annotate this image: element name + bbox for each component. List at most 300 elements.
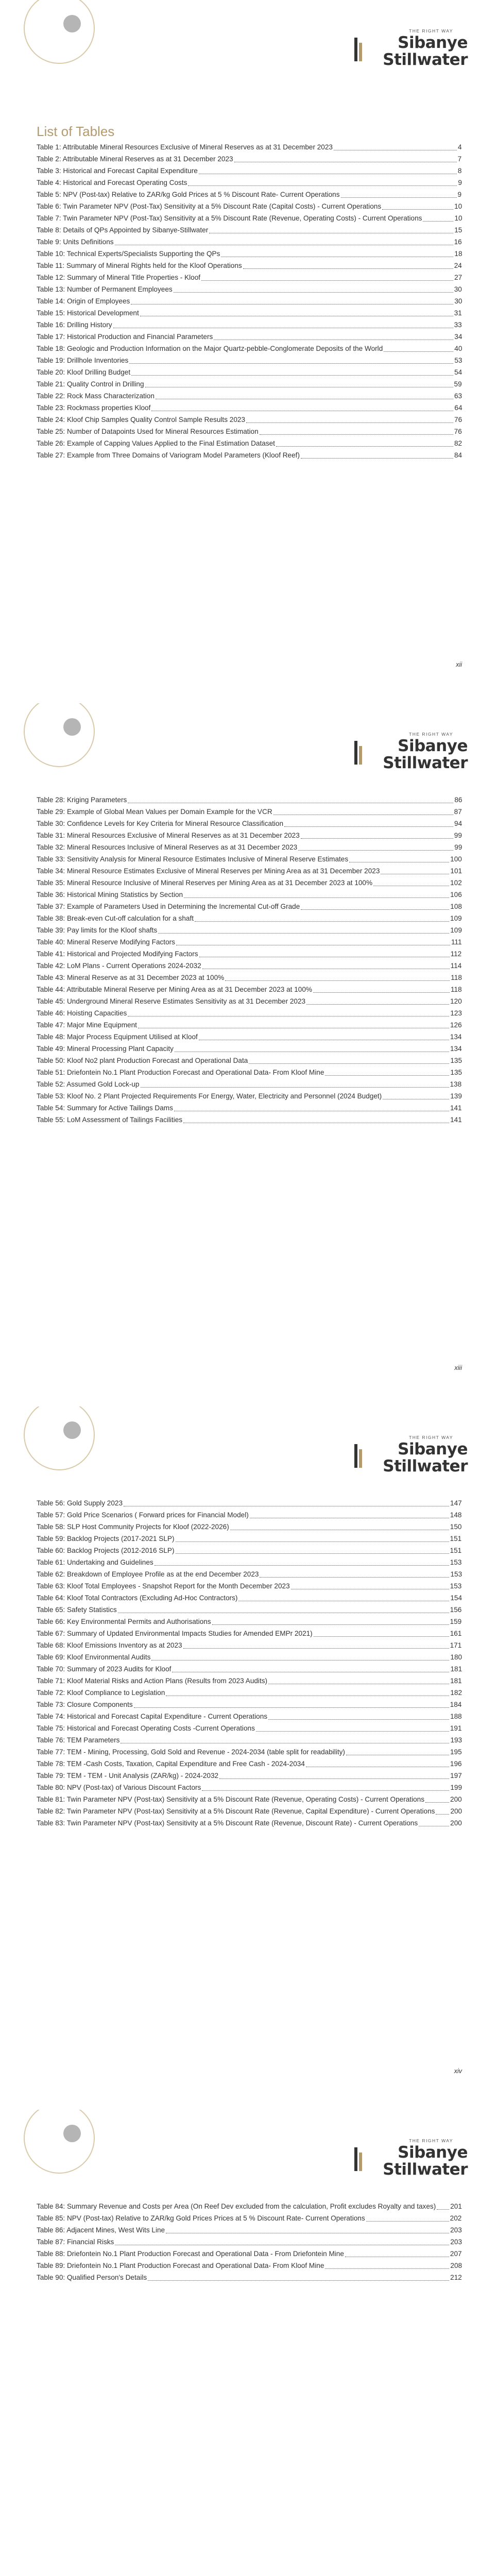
toc-entry[interactable] [37,309,463,318]
toc-entry[interactable] [37,214,463,223]
dot-leader [425,1796,449,1803]
toc-entry[interactable] [37,1057,463,1065]
dot-leader [131,298,453,304]
toc-entry[interactable] [37,1499,463,1508]
toc-entry-page: 212 [450,2274,462,2281]
toc-entry-label: Table 90: Qualified Person's Details [37,2274,147,2281]
toc-entry-label: Table 52: Assumed Gold Lock-up [37,1080,140,1088]
dot-leader [176,1535,449,1542]
toc-entry-page: 86 [454,796,462,804]
toc-entry-page: 203 [450,2226,462,2234]
dot-leader [334,144,457,150]
dot-leader [148,2274,449,2281]
dot-leader [306,998,449,1005]
toc-entry[interactable] [37,1104,463,1113]
dot-leader [341,191,457,198]
toc-entry[interactable] [37,1606,463,1615]
toc-entry-page: 180 [450,1653,462,1661]
toc-entry-page: 106 [450,891,462,899]
toc-entry-page: 200 [450,1807,462,1815]
toc-entry[interactable] [37,1511,463,1520]
toc-entry-label: Table 83: Twin Parameter NPV (Post-tax) Sensitivity at a 5% Discount Rate (Revenue, Discount Rate) - Current Operations [37,1819,418,1827]
toc-entry-page: 203 [450,2238,462,2246]
dot-leader [301,903,449,910]
toc-entry-page: 134 [450,1045,462,1053]
toc-entry-page: 159 [450,1618,462,1625]
toc-entry[interactable] [37,997,463,1006]
toc-entry-label: Table 12: Summary of Mineral Title Properties - Kloof [37,274,201,281]
toc-entry[interactable] [37,2214,463,2223]
toc-entry-page: 10 [454,214,462,222]
toc-entry[interactable] [37,1080,463,1089]
toc-entry[interactable] [37,451,463,460]
toc-entry[interactable] [37,820,463,828]
toc-entry[interactable] [37,1665,463,1674]
dot-leader [209,227,453,233]
toc-entry-label: Table 21: Quality Control in Drilling [37,380,144,388]
toc-entry-label: Table 42: LoM Plans - Current Operations 2024-2032 [37,962,201,970]
toc-entry-label: Table 43: Mineral Reserve as at 31 December 2023 at 100% [37,974,225,981]
toc-entry-label: Table 55: LoM Assessment of Tailings Facilities [37,1116,183,1124]
toc-entry[interactable] [37,1701,463,1709]
toc-entry-label: Table 11: Summary of Mineral Rights held for the Kloof Operations [37,262,242,269]
toc-entry-page: 207 [450,2250,462,2258]
toc-entry-page: 126 [450,1021,462,1029]
toc-entry[interactable] [37,1535,463,1544]
toc-entry-label: Table 2: Attributable Mineral Reserves as at 31 December 2023 [37,155,233,163]
toc-entry-label: Table 37: Example of Parameters Used in Determining the Incremental Cut-off Grade [37,903,300,910]
toc-entry-page: 139 [450,1092,462,1100]
toc-entry[interactable] [37,1772,463,1781]
toc-entry-label: Table 81: Twin Parameter NPV (Post-tax) Sensitivity at a 5% Discount Rate (Revenue, Operating Costs) - Current Operations [37,1795,425,1803]
toc-entry-label: Table 6: Twin Parameter NPV (Post-Tax) Sensitivity at a 5% Discount Rate (Capital Costs) - Current Operations [37,202,382,210]
toc-entry[interactable] [37,2250,463,2259]
dot-leader [423,215,453,222]
page-number: xii [456,661,462,668]
dot-leader [221,250,453,257]
toc-entry-page: 200 [450,1819,462,1827]
toc-entry-page: 100 [450,855,462,863]
toc-entry[interactable] [37,1523,463,1532]
dot-leader [260,428,453,435]
toc-entry-page: 111 [451,938,462,946]
toc-entry[interactable] [37,143,463,152]
toc-entry-label: Table 7: Twin Parameter NPV (Post-Tax) Sensitivity at a 5% Discount Rate (Revenue, Operating Costs) - Current Operations [37,214,422,222]
dot-leader [276,440,453,447]
toc-entry-label: Table 47: Major Mine Equipment [37,1021,137,1029]
toc-entry-page: 141 [450,1104,462,1112]
toc-entry[interactable] [37,439,463,448]
toc-entry-page: 202 [450,2214,462,2222]
toc-entry-page: 184 [450,1701,462,1708]
toc-entry-label: Table 46: Hoisting Capacities [37,1009,127,1017]
dot-leader [201,274,453,281]
toc-entry-page: 24 [454,262,462,269]
dot-leader [121,1737,449,1743]
toc-entry[interactable] [37,832,463,840]
toc-entry-page: 195 [450,1748,462,1756]
toc-entry[interactable] [37,1819,463,1828]
toc-entry-page: 138 [450,1080,462,1088]
toc-entry[interactable] [37,416,463,425]
toc-entry-page: 7 [457,155,462,163]
toc-entry[interactable] [37,1618,463,1626]
toc-entry-page: 193 [450,1736,462,1744]
toc-entry-label: Table 10: Technical Experts/Specialists Supporting the QPs [37,250,220,258]
toc-entry[interactable] [37,1689,463,1698]
toc-entry-label: Table 78: TEM -Cash Costs, Taxation, Capital Expenditure and Free Cash - 2024-2034 [37,1760,305,1768]
toc-entry-label: Table 56: Gold Supply 2023 [37,1499,123,1507]
company-logo [354,1435,468,1477]
dot-leader [158,927,449,934]
dot-leader [234,156,457,162]
dot-leader [113,321,453,328]
toc-entry-page: 99 [454,843,462,851]
toc-entry-page: 54 [454,368,462,376]
toc-entry-page: 141 [450,1116,462,1124]
toc-entry[interactable] [37,1713,463,1721]
toc-entry-label: Table 14: Origin of Employees [37,297,130,305]
toc-entry[interactable] [37,2226,463,2235]
toc-entry-page: 9 [457,191,462,198]
toc-entry-label: Table 64: Kloof Total Contractors (Excluding Ad-Hoc Contractors) [37,1594,238,1602]
dot-leader [325,1069,449,1076]
toc-entry[interactable] [37,1021,463,1030]
toc-entry-label: Table 15: Historical Development [37,309,139,317]
table-of-contents [37,143,463,463]
dot-leader [306,1760,449,1767]
toc-entry[interactable] [37,1653,463,1662]
toc-entry-page: 118 [451,986,462,993]
toc-entry[interactable] [37,867,463,876]
dot-leader [383,1093,449,1099]
toc-entry[interactable] [37,986,463,994]
toc-entry[interactable] [37,333,463,342]
toc-entry-label: Table 87: Financial Risks [37,2238,114,2246]
toc-entry-page: 33 [454,321,462,329]
toc-entry[interactable] [37,155,463,164]
toc-entry[interactable] [37,392,463,401]
toc-entry-label: Table 57: Gold Price Scenarios ( Forward prices for Financial Model) [37,1511,249,1519]
toc-entry-label: Table 41: Historical and Projected Modifying Factors [37,950,198,958]
dot-leader [184,891,449,898]
toc-entry-page: 34 [454,333,462,341]
dot-leader [366,2215,449,2222]
toc-entry-page: 84 [454,451,462,459]
toc-entry[interactable] [37,1594,463,1603]
dot-leader [199,1033,449,1040]
toc-entry[interactable] [37,297,463,306]
dot-leader [115,2239,449,2245]
toc-entry[interactable] [37,1116,463,1125]
dot-leader [250,1512,449,1518]
dot-leader [298,844,453,851]
toc-entry-label: Table 13: Number of Permanent Employees [37,285,173,293]
dot-leader [284,820,453,827]
toc-entry-label: Table 26: Example of Capping Values Applied to the Final Estimation Dataset [37,439,275,447]
toc-entry[interactable] [37,1045,463,1054]
toc-entry-page: 30 [454,297,462,305]
toc-entry[interactable] [37,428,463,436]
dot-leader [176,1547,449,1554]
toc-entry-label: Table 76: TEM Parameters [37,1736,120,1744]
toc-entry-page: 148 [450,1511,462,1519]
page-number: xiv [454,2067,462,2075]
toc-entry-label: Table 68: Kloof Emissions Inventory as at 2023 [37,1641,182,1649]
toc-entry[interactable] [37,1795,463,1804]
toc-entry-label: Table 34: Mineral Resource Estimates Exclusive of Mineral Reserves per Mining Area as at 31 December 2023 [37,867,380,875]
toc-entry-label: Table 72: Kloof Compliance to Legislation [37,1689,165,1697]
toc-entry[interactable] [37,274,463,282]
toc-entry[interactable] [37,1630,463,1638]
dot-leader [151,1654,449,1660]
dot-leader [301,452,453,459]
logo-line-1: Sibanye [398,33,468,52]
toc-entry-label: Table 48: Major Process Equipment Utilised at Kloof [37,1033,198,1041]
toc-entry-page: 27 [454,274,462,281]
toc-entry-page: 196 [450,1760,462,1768]
dot-leader [183,1642,449,1649]
dot-leader [202,1784,449,1791]
toc-entry-label: Table 89: Driefontein No.1 Plant Production Forecast and Operational Data- From Kloof Mine [37,2262,324,2269]
dot-leader [195,915,449,922]
dot-leader [260,1571,449,1578]
toc-entry[interactable] [37,1641,463,1650]
dot-leader [345,2250,449,2257]
toc-entry-label: Table 22: Rock Mass Characterization [37,392,155,400]
toc-entry-label: Table 31: Mineral Resources Exclusive of Mineral Reserves as at 31 December 2023 [37,832,300,839]
logo-mark-icon [353,36,365,63]
toc-entry[interactable] [37,1784,463,1792]
toc-entry-page: 134 [450,1033,462,1041]
toc-entry[interactable] [37,2262,463,2270]
toc-entry-page: 208 [450,2262,462,2269]
toc-entry[interactable] [37,226,463,235]
toc-entry[interactable] [37,357,463,365]
toc-entry[interactable] [37,1069,463,1077]
toc-entry[interactable] [37,1558,463,1567]
toc-entry[interactable] [37,179,463,188]
toc-entry[interactable] [37,914,463,923]
dot-leader [128,796,453,803]
toc-entry-label: Table 40: Mineral Reserve Modifying Factors [37,938,175,946]
toc-entry-label: Table 82: Twin Parameter NPV (Post-tax) Sensitivity at a 5% Discount Rate (Revenue, Capital Expenditure) - Current Operations [37,1807,435,1815]
dot-leader [273,808,453,815]
dot-leader [188,179,457,186]
page-number: xiii [454,1364,462,1371]
toc-entry-page: 151 [450,1547,462,1554]
table-of-contents [37,2202,463,2285]
toc-entry-label: Table 30: Confidence Levels for Key Criteria for Mineral Resource Classification [37,820,284,827]
toc-entry[interactable] [37,843,463,852]
toc-entry[interactable] [37,879,463,888]
toc-entry-label: Table 3: Historical and Forecast Capital Expenditure [37,167,198,175]
toc-entry[interactable] [37,796,463,805]
toc-entry-page: 101 [450,867,462,875]
toc-entry-label: Table 60: Backlog Projects (2012-2016 SLP) [37,1547,175,1554]
toc-entry-page: 188 [450,1713,462,1720]
document-page [0,703,497,1406]
toc-entry-label: Table 33: Sensitivity Analysis for Mineral Resource Estimates Inclusive of Mineral Reserve Estimates [37,855,349,863]
toc-entry[interactable] [37,1807,463,1816]
table-of-contents [37,1499,463,1831]
dot-leader [381,868,449,874]
toc-entry-label: Table 71: Kloof Material Risks and Action Plans (Results from 2023 Audits) [37,1677,268,1685]
toc-entry[interactable] [37,808,463,817]
toc-entry[interactable] [37,950,463,959]
toc-entry-label: Table 38: Break-even Cut-off calculation for a shaft [37,914,194,922]
toc-entry[interactable] [37,1736,463,1745]
toc-entry-page: 4 [458,143,462,151]
toc-entry[interactable] [37,380,463,389]
toc-entry-label: Table 80: NPV (Post-tax) of Various Discount Factors [37,1784,201,1791]
toc-entry[interactable] [37,368,463,377]
dot-leader [134,1701,449,1708]
toc-entry[interactable] [37,962,463,971]
toc-entry[interactable] [37,903,463,911]
toc-entry-page: 16 [454,238,462,246]
toc-entry[interactable] [37,167,463,176]
toc-entry-page: 53 [454,357,462,364]
toc-entry[interactable] [37,2238,463,2247]
toc-entry[interactable] [37,1033,463,1042]
toc-entry-label: Table 1: Attributable Mineral Resources Exclusive of Mineral Reserves as at 31 December 2023 [37,143,333,151]
dot-leader [325,2262,449,2269]
dot-leader [230,1523,449,1530]
toc-entry-page: 201 [450,2202,462,2210]
toc-entry[interactable] [37,974,463,982]
toc-entry[interactable] [37,191,463,199]
dot-leader [243,262,453,269]
toc-entry[interactable] [37,1677,463,1686]
dot-leader [382,203,453,210]
toc-entry-label: Table 44: Attributable Mineral Reserve per Mining Area as at 31 December 2023 at 100% [37,986,312,993]
dot-leader [174,1105,449,1111]
toc-entry-label: Table 59: Backlog Projects (2017-2021 SLP) [37,1535,175,1543]
toc-entry-page: 76 [454,416,462,423]
toc-entry[interactable] [37,1092,463,1101]
toc-entry[interactable] [37,238,463,247]
toc-entry-page: 40 [454,345,462,352]
toc-entry-label: Table 27: Example from Three Domains of Variogram Model Parameters (Kloof Reef) [37,451,300,459]
dot-leader [238,1595,449,1601]
toc-entry-page: 31 [454,309,462,317]
toc-entry[interactable] [37,1570,463,1579]
toc-entry[interactable] [37,1760,463,1769]
dot-leader [118,1606,449,1613]
toc-entry[interactable] [37,855,463,864]
toc-entry[interactable] [37,938,463,947]
toc-entry[interactable] [37,404,463,413]
toc-entry-label: Table 53: Kloof No. 2 Plant Projected Requirements For Energy, Water, Electricity and Personnel (2024 Budget) [37,1092,382,1100]
logo-line-2: Stillwater [383,2160,468,2179]
dot-leader [313,986,450,993]
toc-entry-label: Table 8: Details of QPs Appointed by Sibanye-Stillwater [37,226,209,234]
toc-entry[interactable] [37,2274,463,2282]
toc-entry-page: 94 [454,820,462,827]
toc-entry-label: Table 32: Mineral Resources Inclusive of Mineral Reserves as at 31 December 2023 [37,843,298,851]
toc-entry-page: 156 [450,1606,462,1614]
toc-entry-page: 109 [450,926,462,934]
logo-line-2: Stillwater [383,1457,468,1476]
toc-entry-page: 200 [450,1795,462,1803]
toc-entry[interactable] [37,202,463,211]
toc-entry-page: 63 [454,392,462,400]
dot-leader [384,345,453,352]
toc-entry-page: 118 [451,974,462,981]
dot-leader [437,2203,449,2210]
toc-entry-page: 154 [450,1594,462,1602]
toc-entry[interactable] [37,2202,463,2211]
dot-leader [183,1116,449,1123]
dot-leader [128,1010,449,1016]
toc-entry[interactable] [37,321,463,330]
toc-entry-page: 112 [450,950,462,958]
toc-entry[interactable] [37,285,463,294]
toc-entry-page: 15 [454,226,462,234]
dot-leader [246,416,453,423]
dot-leader [115,239,453,245]
toc-entry-label: Table 70: Summary of 2023 Audits for Kloof [37,1665,172,1673]
toc-entry-label: Table 77: TEM - Mining, Processing, Gold Sold and Revenue - 2024-2034 (table split for readability) [37,1748,345,1756]
toc-entry[interactable] [37,345,463,353]
company-logo [354,28,468,71]
toc-entry-label: Table 61: Undertaking and Guidelines [37,1558,153,1566]
toc-entry[interactable] [37,262,463,270]
toc-entry[interactable] [37,1724,463,1733]
dot-leader [129,357,453,364]
logo-line-1: Sibanye [398,1440,468,1459]
logo-line-1: Sibanye [398,737,468,755]
toc-entry-page: 171 [450,1641,462,1649]
document-page [0,2110,497,2576]
toc-entry-label: Table 67: Summary of Updated Environmental Impacts Studies for Amended EMPr 2021) [37,1630,313,1637]
toc-entry[interactable] [37,891,463,900]
dot-leader [214,333,453,340]
toc-entry-label: Table 25: Number of Datapoints Used for Mineral Resources Estimation [37,428,259,435]
toc-entry[interactable] [37,1547,463,1555]
toc-entry[interactable] [37,250,463,259]
toc-entry-label: Table 58: SLP Host Community Projects for Kloof (2022-2026) [37,1523,229,1531]
dot-leader [145,381,453,387]
toc-entry-page: 153 [450,1582,462,1590]
toc-entry-label: Table 88: Driefontein No.1 Plant Production Forecast and Operational Data - From Driefontein Mine [37,2250,344,2258]
toc-entry-label: Table 19: Drillhole Inventories [37,357,129,364]
toc-entry-page: 30 [454,285,462,293]
toc-entry[interactable] [37,1582,463,1591]
toc-entry-page: 182 [450,1689,462,1697]
toc-entry-page: 147 [450,1499,462,1507]
toc-entry-label: Table 74: Historical and Forecast Capital Expenditure - Current Operations [37,1713,268,1720]
toc-entry-page: 153 [450,1570,462,1578]
company-logo [354,732,468,774]
toc-entry[interactable] [37,1748,463,1757]
dot-leader [301,832,453,839]
toc-entry-page: 153 [450,1558,462,1566]
dot-leader [419,1820,449,1826]
logo-mark-icon [353,739,365,767]
toc-entry-label: Table 9: Units Definitions [37,238,114,246]
dot-leader [199,167,457,174]
dot-leader [346,1749,449,1755]
dot-leader [124,1500,449,1506]
dot-leader [219,1772,449,1779]
toc-entry[interactable] [37,1009,463,1018]
toc-entry-label: Table 16: Drilling History [37,321,112,329]
toc-entry-page: 76 [454,428,462,435]
toc-entry[interactable] [37,926,463,935]
dot-leader [373,879,449,886]
